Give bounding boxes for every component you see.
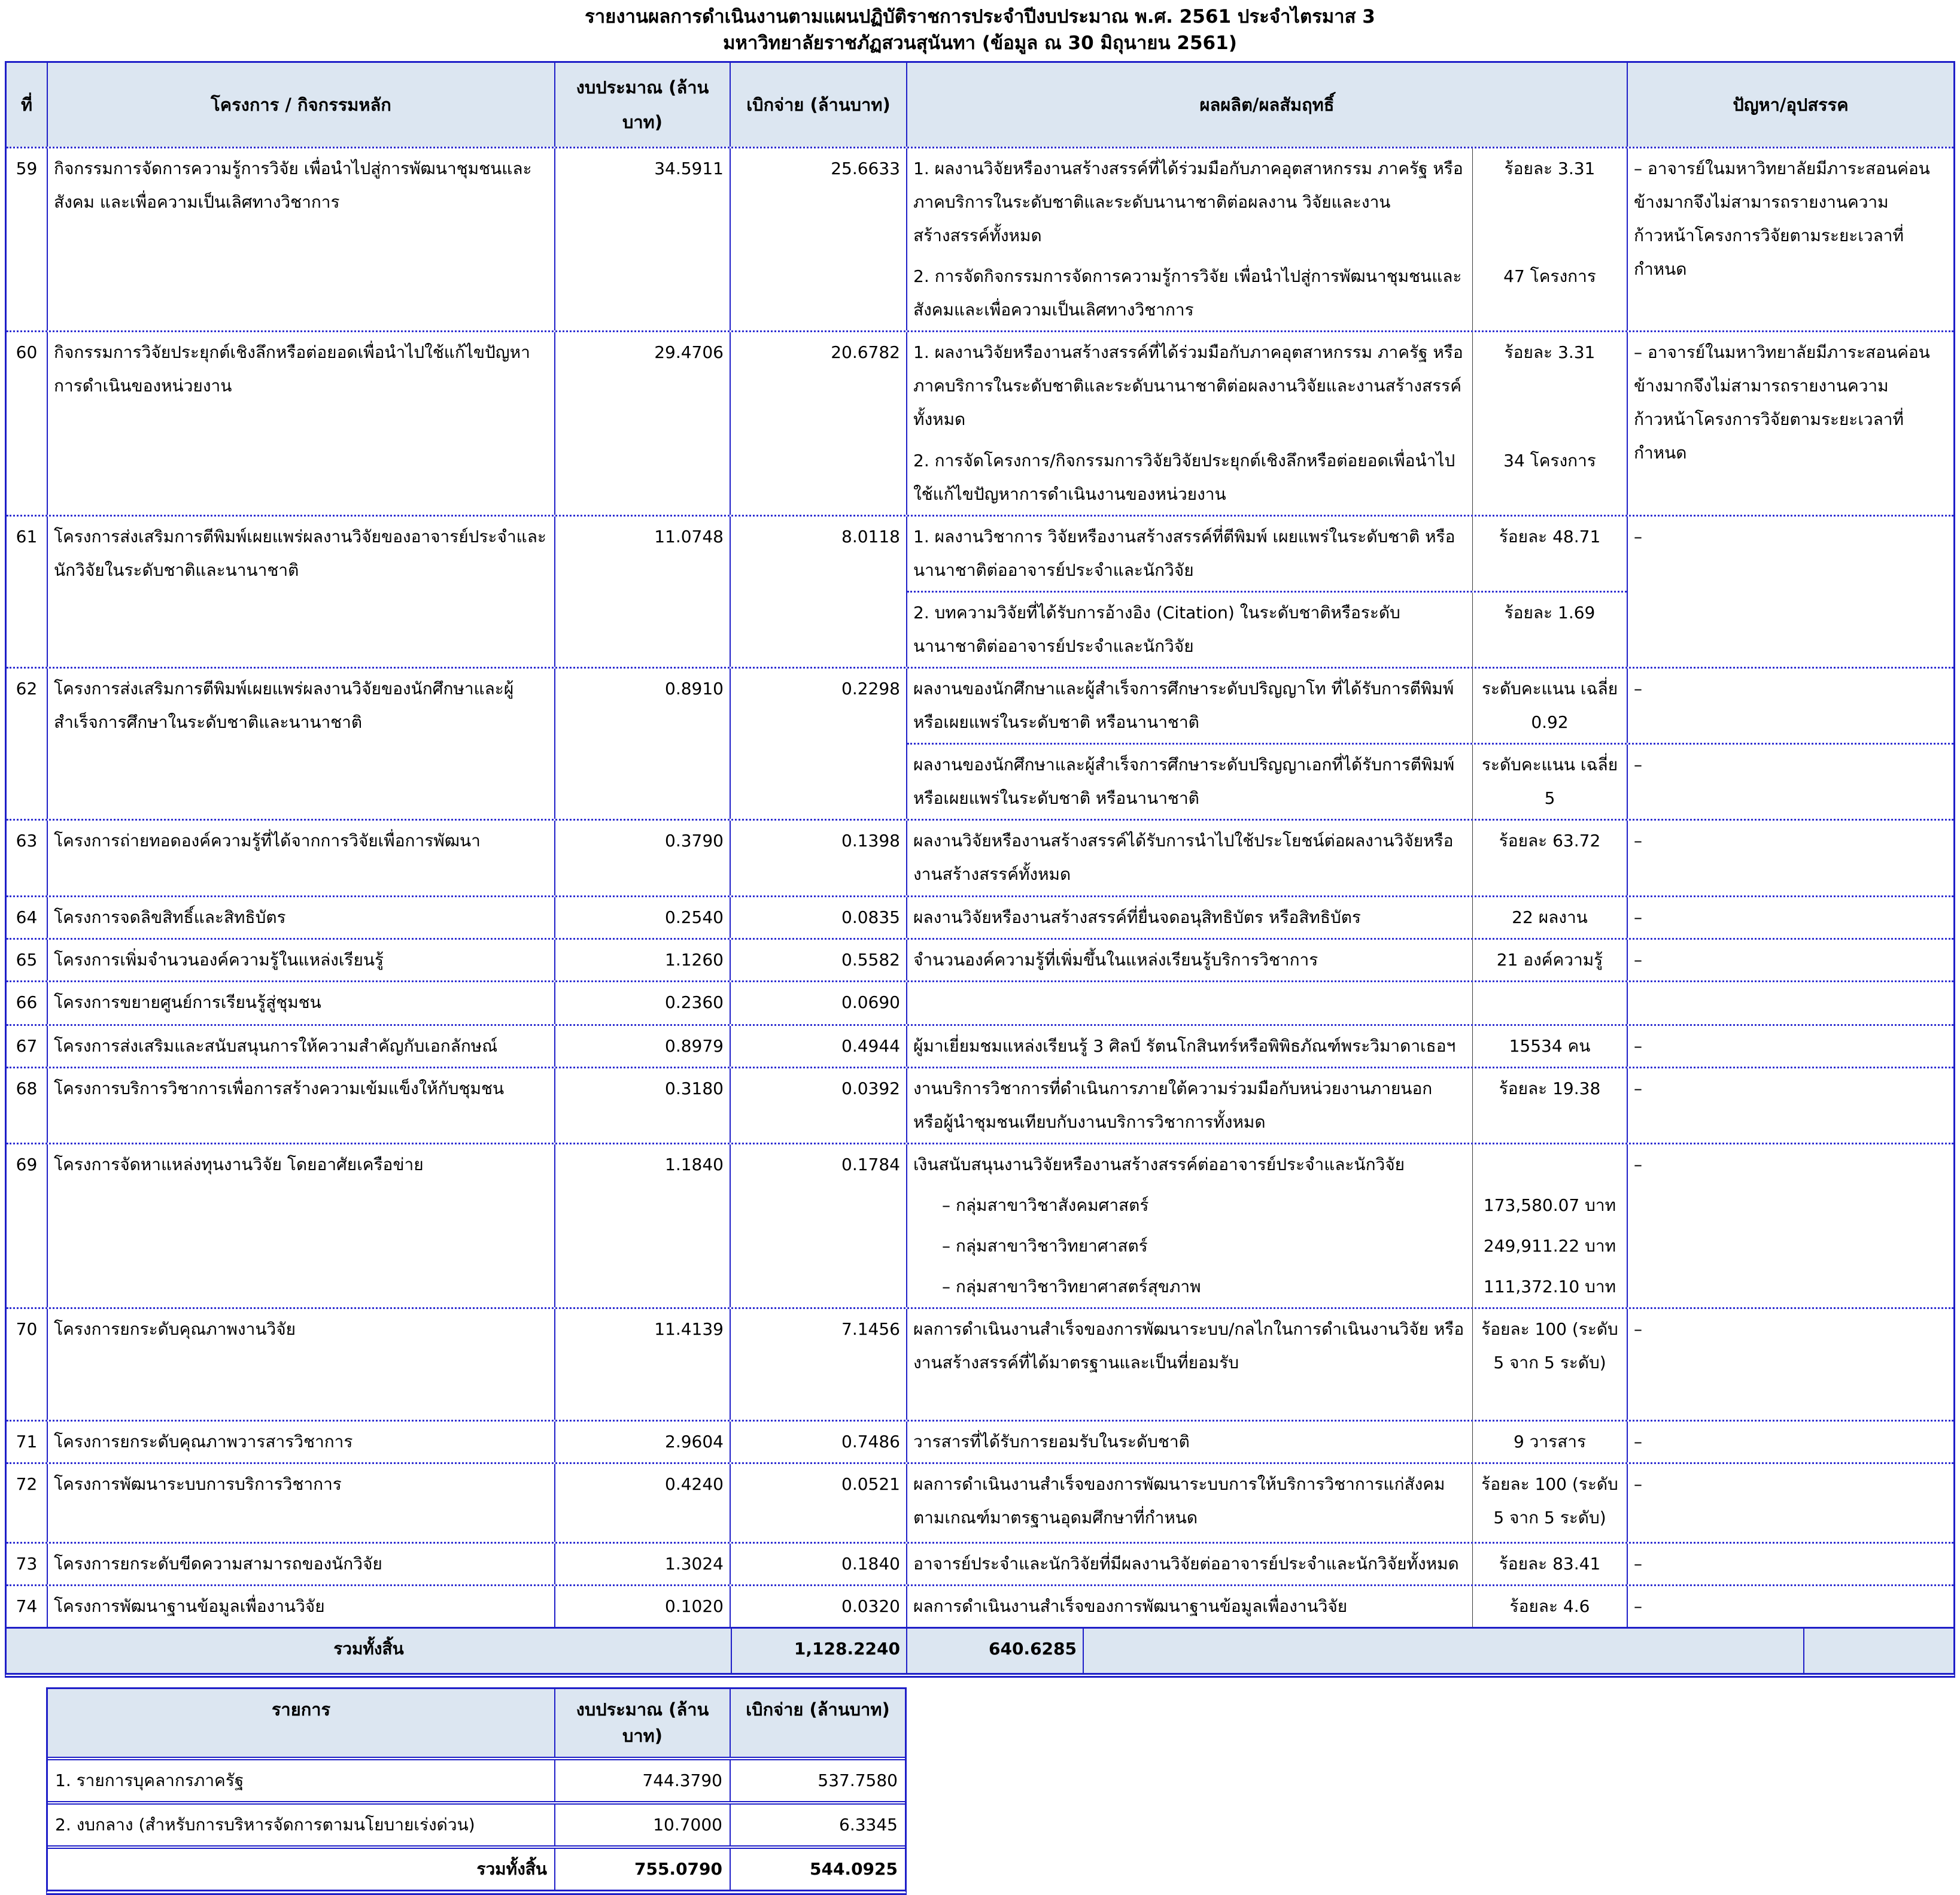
row-number: 59 <box>7 148 48 330</box>
output-problem-group <box>907 669 1953 819</box>
output-desc: 2. การจัดโครงการ/กิจกรรมการวิจัยวิจัยประยุกต์เชิงลึกหรือต่อยอดเพื่อนำไปใช้แก้ไขปัญหาการดำเนินงานของหน่วยงาน <box>907 441 1473 515</box>
output-cell <box>907 332 1628 515</box>
output-segment <box>907 517 1627 591</box>
output-value: ระดับคะแนน เฉลี่ย 5 <box>1481 755 1618 809</box>
output-value: 22 ผลงาน <box>1512 907 1588 928</box>
output-cell <box>907 1586 1628 1627</box>
row-number: 64 <box>7 897 48 938</box>
problem-cell <box>1628 982 1953 1024</box>
output-value: ร้อยละ 63.72 <box>1499 831 1601 851</box>
disbursed-value: 20.6782 <box>731 332 907 515</box>
output-desc: – กลุ่มสาขาวิชาวิทยาศาสตร์ <box>907 1226 1473 1267</box>
project-name: กิจกรรมการจัดการความรู้การวิจัย เพื่อนำไปสู่การพัฒนาชุมชนและสังคม และเพื่อความเป็นเลิศทางวิชาการ <box>48 148 555 330</box>
output-cell <box>907 1144 1628 1307</box>
project-name: โครงการส่งเสริมและสนับสนุนการให้ความสำคัญกับเอกลักษณ์ <box>48 1026 555 1067</box>
budget-value: 34.5911 <box>555 148 731 330</box>
table-row <box>7 1542 1953 1584</box>
budget-value: 0.2360 <box>555 982 731 1024</box>
disbursed-value: 0.4944 <box>731 1026 907 1067</box>
project-name: โครงการยกระดับคุณภาพวารสารวิชาการ <box>48 1422 555 1462</box>
disbursed-value: 0.0392 <box>731 1068 907 1143</box>
summary-total-row <box>48 1845 905 1890</box>
output-value: 34 โครงการ <box>1503 450 1596 470</box>
header-no: ที่ <box>7 63 48 147</box>
output-desc: วารสารที่ได้รับการยอมรับในระดับชาติ <box>907 1422 1473 1462</box>
problem-cell: – <box>1634 1554 1642 1574</box>
output-segment <box>907 332 1627 441</box>
disbursed-value: 7.1456 <box>731 1309 907 1420</box>
output-segment <box>907 148 1627 256</box>
grand-total-disbursed: 640.6285 <box>907 1629 1084 1673</box>
project-name: โครงการเพิ่มจำนวนองค์ความรู้ในแหล่งเรียนรู้ <box>48 940 555 980</box>
row-number: 63 <box>7 821 48 895</box>
output-cell <box>907 1544 1628 1584</box>
project-name: โครงการบริการวิชาการเพื่อการสร้างความเข้มแข็งให้กับชุมชน <box>48 1068 555 1143</box>
output-segment <box>907 669 1627 743</box>
budget-value: 0.8910 <box>555 669 731 819</box>
grand-total-budget: 1,128.2240 <box>732 1629 907 1673</box>
table-row <box>7 1024 1953 1067</box>
problem-cell: – <box>1634 1474 1642 1495</box>
output-value: 21 องค์ความรู้ <box>1496 950 1603 970</box>
output-segment <box>907 1422 1627 1462</box>
output-value: 111,372.10 บาท <box>1483 1277 1616 1297</box>
problem-cell: – อาจารย์ในมหาวิทยาลัยมีภาระสอนค่อนข้างมากจึงไม่สามารถรายงานความก้าวหน้าโครงการวิจัยตามระยะเวลาที่กำหนด <box>1634 159 1930 280</box>
problem-cell: – <box>1634 1432 1642 1452</box>
row-number: 67 <box>7 1026 48 1067</box>
summary-item-name: 2. งบกลาง (สำหรับการบริหารจัดการตามนโยบายเร่งด่วน) <box>48 1805 555 1845</box>
project-name: โครงการส่งเสริมการตีพิมพ์เผยแพร่ผลงานวิจัยของนักศึกษาและผู้สำเร็จการศึกษาในระดับชาติและนานาชาติ <box>48 669 555 819</box>
output-value: 173,580.07 บาท <box>1483 1195 1616 1216</box>
output-value: ร้อยละ 83.41 <box>1499 1554 1601 1574</box>
output-desc <box>907 982 1473 1024</box>
project-name: โครงการขยายศูนย์การเรียนรู้สู่ชุมชน <box>48 982 555 1024</box>
table-row <box>7 1307 1953 1420</box>
output-segment <box>907 982 1627 1024</box>
output-value: 15534 คน <box>1509 1036 1591 1056</box>
problem-cell: – <box>1634 679 1642 699</box>
table-row <box>7 1143 1953 1307</box>
output-segment <box>907 1544 1627 1584</box>
output-desc: 1. ผลงานวิจัยหรืองานสร้างสรรค์ที่ได้ร่วมมือกับภาคอุตสาหกรรม ภาครัฐ หรือภาคบริการในระดับชาติและระดับนานาชาติต่อผลงาน วิจัยและงานสร้างสรรค์ทั้งหมด <box>907 148 1473 256</box>
problem-cell: – <box>1634 755 1642 775</box>
row-number: 72 <box>7 1464 48 1542</box>
row-number: 68 <box>7 1068 48 1143</box>
problem-cell: – <box>1634 1319 1642 1340</box>
summary-total-budget: 755.0790 <box>555 1849 731 1890</box>
output-desc: 1. ผลงานวิชาการ วิจัยหรืองานสร้างสรรค์ที่ตีพิมพ์ เผยแพร่ในระดับชาติ หรือนานาชาติต่ออาจารย์ประจำและนักวิจัย <box>907 517 1473 591</box>
summary-total-disbursed: 544.0925 <box>809 1859 898 1879</box>
summary-row <box>48 1757 905 1801</box>
output-desc: อาจารย์ประจำและนักวิจัยที่มีผลงานวิจัยต่ออาจารย์ประจำและนักวิจัยทั้งหมด <box>907 1544 1473 1584</box>
disbursed-value: 0.1840 <box>731 1544 907 1584</box>
grand-total-output-empty <box>1084 1629 1804 1673</box>
table-row <box>7 330 1953 515</box>
output-desc: ผลงานวิจัยหรืองานสร้างสรรค์ได้รับการนำไปใช้ประโยชน์ต่อผลงานวิจัยหรืองานสร้างสรรค์ทั้งหมด <box>907 821 1473 895</box>
output-segment <box>907 1464 1627 1542</box>
summary-header-item: รายการ <box>48 1689 555 1757</box>
header-disbursed: เบิกจ่าย (ล้านบาท) <box>731 63 907 147</box>
row-number: 60 <box>7 332 48 515</box>
output-desc: งานบริการวิชาการที่ดำเนินการภายใต้ความร่วมมือกับหน่วยงานภายนอก หรือผู้นำชุมชนเทียบกับงานบริการวิชาการทั้งหมด <box>907 1068 1473 1143</box>
output-cell <box>907 1464 1628 1542</box>
output-desc: ผลงานวิจัยหรืองานสร้างสรรค์ที่ยื่นจดอนุสิทธิบัตร หรือสิทธิบัตร <box>907 897 1473 938</box>
project-name: กิจกรรมการวิจัยประยุกต์เชิงลึกหรือต่อยอดเพื่อนำไปใช้แก้ไขปัญหาการดำเนินของหน่วยงาน <box>48 332 555 515</box>
output-cell <box>907 148 1628 330</box>
header-problem: ปัญหา/อุปสรรค <box>1733 95 1849 116</box>
report-title-line1: รายงานผลการดำเนินงานตามแผนปฏิบัติราชการประจำปีงบประมาณ พ.ศ. 2561 ประจำไตรมาส 3 <box>585 6 1375 28</box>
output-cell <box>907 669 1628 743</box>
disbursed-value: 0.0690 <box>731 982 907 1024</box>
project-name: โครงการยกระดับขีดความสามารถของนักวิจัย <box>48 1544 555 1584</box>
performance-table <box>5 61 1955 1678</box>
budget-value: 2.9604 <box>555 1422 731 1462</box>
output-value: ร้อยละ 1.69 <box>1504 603 1596 623</box>
problem-cell: – <box>1634 950 1642 970</box>
disbursed-value: 0.0320 <box>731 1586 907 1627</box>
budget-value: 1.1840 <box>555 1144 731 1307</box>
output-value: 9 วารสาร <box>1513 1432 1587 1452</box>
output-segment <box>907 256 1627 330</box>
table-row <box>7 515 1953 667</box>
row-number: 66 <box>7 982 48 1024</box>
budget-value: 11.4139 <box>555 1309 731 1420</box>
budget-value: 0.4240 <box>555 1464 731 1542</box>
summary-total-label: รวมทั้งสิ้น <box>48 1849 555 1890</box>
output-desc: ผลงานของนักศึกษาและผู้สำเร็จการศึกษาระดับปริญญาโท ที่ได้รับการตีพิมพ์หรือเผยแพร่ในระดับชาติ หรือนานาชาติ <box>907 669 1473 743</box>
output-desc: ผลการดำเนินงานสำเร็จของการพัฒนาระบบการให้บริการวิชาการแก่สังคมตามเกณฑ์มาตรฐานอุดมศึกษาที่กำหนด <box>907 1464 1473 1542</box>
row-number: 71 <box>7 1422 48 1462</box>
budget-summary-table <box>46 1687 907 1895</box>
header-project: โครงการ / กิจกรรมหลัก <box>48 63 555 147</box>
report-title-line2: มหาวิทยาลัยราชภัฏสวนสุนันทา (ข้อมูล ณ 30 มิถุนายน 2561) <box>723 32 1237 54</box>
output-segment <box>907 821 1627 895</box>
row-number: 62 <box>7 669 48 819</box>
output-desc: 1. ผลงานวิจัยหรืองานสร้างสรรค์ที่ได้ร่วมมือกับภาคอุตสาหกรรม ภาครัฐ หรือภาคบริการในระดับชาติและระดับนานาชาติต่อผลงานวิจัยและงานสร้างสรรค์ทั้งหมด <box>907 332 1473 441</box>
summary-item-budget: 744.3790 <box>555 1760 731 1801</box>
problem-cell: – <box>1634 1155 1642 1175</box>
project-name: โครงการจดลิขสิทธิ์และสิทธิบัตร <box>48 897 555 938</box>
budget-value: 1.1260 <box>555 940 731 980</box>
budget-value: 0.3790 <box>555 821 731 895</box>
output-segment <box>907 1586 1627 1627</box>
output-desc: 2. การจัดกิจกรรมการจัดการความรู้การวิจัย เพื่อนำไปสู่การพัฒนาชุมชนและสังคมและเพื่อความเป็นเลิศทางวิชาการ <box>907 256 1473 330</box>
row-number: 61 <box>7 517 48 667</box>
project-name: โครงการส่งเสริมการตีพิมพ์เผยแพร่ผลงานวิจัยของอาจารย์ประจำและนักวิจัยในระดับชาติและนานาชาติ <box>48 517 555 667</box>
table-row <box>7 1462 1953 1542</box>
header-budget: งบประมาณ (ล้านบาท) <box>555 63 731 147</box>
output-segment <box>907 1226 1627 1267</box>
output-segment <box>907 591 1627 667</box>
budget-value: 0.3180 <box>555 1068 731 1143</box>
disbursed-value: 0.1398 <box>731 821 907 895</box>
table-row <box>7 1420 1953 1462</box>
budget-value: 1.3024 <box>555 1544 731 1584</box>
project-name: โครงการพัฒนาระบบการบริการวิชาการ <box>48 1464 555 1542</box>
output-desc: – กลุ่มสาขาวิชาวิทยาศาสตร์สุขภาพ <box>907 1267 1473 1307</box>
table-row <box>7 938 1953 980</box>
row-number: 73 <box>7 1544 48 1584</box>
output-cell <box>907 982 1628 1024</box>
summary-item-disbursed: 537.7580 <box>818 1771 898 1791</box>
output-cell <box>907 821 1628 895</box>
disbursed-value: 0.1784 <box>731 1144 907 1307</box>
output-value: ร้อยละ 100 (ระดับ 5 จาก 5 ระดับ) <box>1481 1474 1618 1528</box>
output-cell <box>907 1309 1628 1420</box>
output-value: ร้อยละ 48.71 <box>1499 527 1601 547</box>
table-row <box>7 1584 1953 1627</box>
output-subrow <box>907 669 1953 743</box>
table-row <box>7 147 1953 330</box>
problem-cell: – <box>1634 831 1642 851</box>
summary-item-name: 1. รายการบุคลากรภาครัฐ <box>48 1760 555 1801</box>
budget-value: 11.0748 <box>555 517 731 667</box>
disbursed-value: 0.0835 <box>731 897 907 938</box>
table-row <box>7 667 1953 819</box>
summary-item-budget: 10.7000 <box>555 1805 731 1845</box>
output-segment <box>907 1309 1627 1420</box>
problem-cell: – <box>1634 1036 1642 1056</box>
budget-value: 0.2540 <box>555 897 731 938</box>
table-header-row <box>7 63 1953 147</box>
output-segment <box>907 940 1627 980</box>
disbursed-value: 0.5582 <box>731 940 907 980</box>
summary-item-disbursed: 6.3345 <box>839 1815 898 1835</box>
output-segment <box>907 1144 1627 1185</box>
summary-header-disbursed: เบิกจ่าย (ล้านบาท) <box>746 1699 890 1720</box>
problem-cell: – <box>1634 907 1642 928</box>
summary-row <box>48 1801 905 1845</box>
output-segment <box>907 1068 1627 1143</box>
output-segment <box>907 1267 1627 1307</box>
project-name: โครงการยกระดับคุณภาพงานวิจัย <box>48 1309 555 1420</box>
output-cell <box>907 517 1628 667</box>
output-cell <box>907 1422 1628 1462</box>
budget-value: 0.1020 <box>555 1586 731 1627</box>
output-segment <box>907 1185 1627 1226</box>
output-value: ร้อยละ 100 (ระดับ 5 จาก 5 ระดับ) <box>1481 1319 1618 1373</box>
output-segment <box>907 441 1627 515</box>
disbursed-value: 25.6633 <box>731 148 907 330</box>
output-cell <box>907 1068 1628 1143</box>
problem-cell: – อาจารย์ในมหาวิทยาลัยมีภาระสอนค่อนข้างมากจึงไม่สามารถรายงานความก้าวหน้าโครงการวิจัยตามระยะเวลาที่กำหนด <box>1634 342 1930 463</box>
output-desc: 2. บทความวิจัยที่ได้รับการอ้างอิง (Citation) ในระดับชาติหรือระดับนานาชาติต่ออาจารย์ประจำและนักวิจัย <box>907 593 1473 667</box>
table-row <box>7 819 1953 895</box>
output-cell <box>907 1026 1628 1067</box>
row-number: 70 <box>7 1309 48 1420</box>
disbursed-value: 8.0118 <box>731 517 907 667</box>
output-value: ระดับคะแนน เฉลี่ย 0.92 <box>1481 679 1618 733</box>
output-desc: ผู้มาเยี่ยมชมแหล่งเรียนรู้ 3 ศิลป์ รัตนโกสินทร์หรือพิพิธภัณฑ์พระวิมาดาเธอฯ <box>907 1026 1473 1067</box>
output-segment <box>907 745 1627 819</box>
output-subrow <box>907 743 1953 819</box>
header-output: ผลผลิต/ผลสัมฤทธิ์ <box>907 63 1628 147</box>
output-desc: จำนวนองค์ความรู้ที่เพิ่มขึ้นในแหล่งเรียนรู้บริการวิชาการ <box>907 940 1473 980</box>
table-row <box>7 980 1953 1024</box>
output-segment <box>907 897 1627 938</box>
row-number: 74 <box>7 1586 48 1627</box>
project-name: โครงการพัฒนาฐานข้อมูลเพื่องานวิจัย <box>48 1586 555 1627</box>
output-cell <box>907 940 1628 980</box>
output-desc: ผลงานของนักศึกษาและผู้สำเร็จการศึกษาระดับปริญญาเอกที่ได้รับการตีพิมพ์หรือเผยแพร่ในระดับชาติ หรือนานาชาติ <box>907 745 1473 819</box>
output-value: ร้อยละ 19.38 <box>1499 1079 1601 1099</box>
output-cell <box>907 745 1628 819</box>
table-row <box>7 1067 1953 1143</box>
output-value: ร้อยละ 3.31 <box>1504 342 1596 363</box>
output-cell <box>907 897 1628 938</box>
output-value: 47 โครงการ <box>1503 266 1596 287</box>
grand-total-row <box>7 1627 1953 1673</box>
project-name: โครงการถ่ายทอดองค์ความรู้ที่ได้จากการวิจัยเพื่อการพัฒนา <box>48 821 555 895</box>
disbursed-value: 0.0521 <box>731 1464 907 1542</box>
disbursed-value: 0.2298 <box>731 669 907 819</box>
problem-cell: – <box>1634 527 1642 547</box>
row-number: 69 <box>7 1144 48 1307</box>
summary-header-budget: งบประมาณ (ล้านบาท) <box>555 1689 731 1757</box>
output-value <box>1473 1144 1627 1185</box>
table-row <box>7 895 1953 938</box>
problem-cell: – <box>1634 1079 1642 1099</box>
output-value <box>1473 982 1627 1024</box>
disbursed-value: 0.7486 <box>731 1422 907 1462</box>
project-name: โครงการจัดหาแหล่งทุนงานวิจัย โดยอาศัยเครือข่าย <box>48 1144 555 1307</box>
budget-value: 0.8979 <box>555 1026 731 1067</box>
problem-cell: – <box>1634 1596 1642 1617</box>
output-value: ร้อยละ 4.6 <box>1509 1596 1590 1617</box>
grand-total-label: รวมทั้งสิ้น <box>7 1629 732 1673</box>
output-segment <box>907 1026 1627 1067</box>
output-value: 249,911.22 บาท <box>1483 1236 1616 1256</box>
output-value: ร้อยละ 3.31 <box>1504 159 1596 179</box>
budget-value: 29.4706 <box>555 332 731 515</box>
output-desc: – กลุ่มสาขาวิชาสังคมศาสตร์ <box>907 1185 1473 1226</box>
grand-total-problem-empty <box>1804 1629 1953 1673</box>
output-desc: เงินสนับสนุนงานวิจัยหรืองานสร้างสรรค์ต่ออาจารย์ประจำและนักวิจัย <box>907 1144 1473 1185</box>
output-desc: ผลการดำเนินงานสำเร็จของการพัฒนาระบบ/กลไกในการดำเนินงานวิจัย หรืองานสร้างสรรค์ที่ได้มาตรฐานและเป็นที่ยอมรับ <box>907 1309 1473 1420</box>
output-desc: ผลการดำเนินงานสำเร็จของการพัฒนาฐานข้อมูลเพื่องานวิจัย <box>907 1586 1473 1627</box>
summary-header-row <box>48 1689 905 1757</box>
row-number: 65 <box>7 940 48 980</box>
